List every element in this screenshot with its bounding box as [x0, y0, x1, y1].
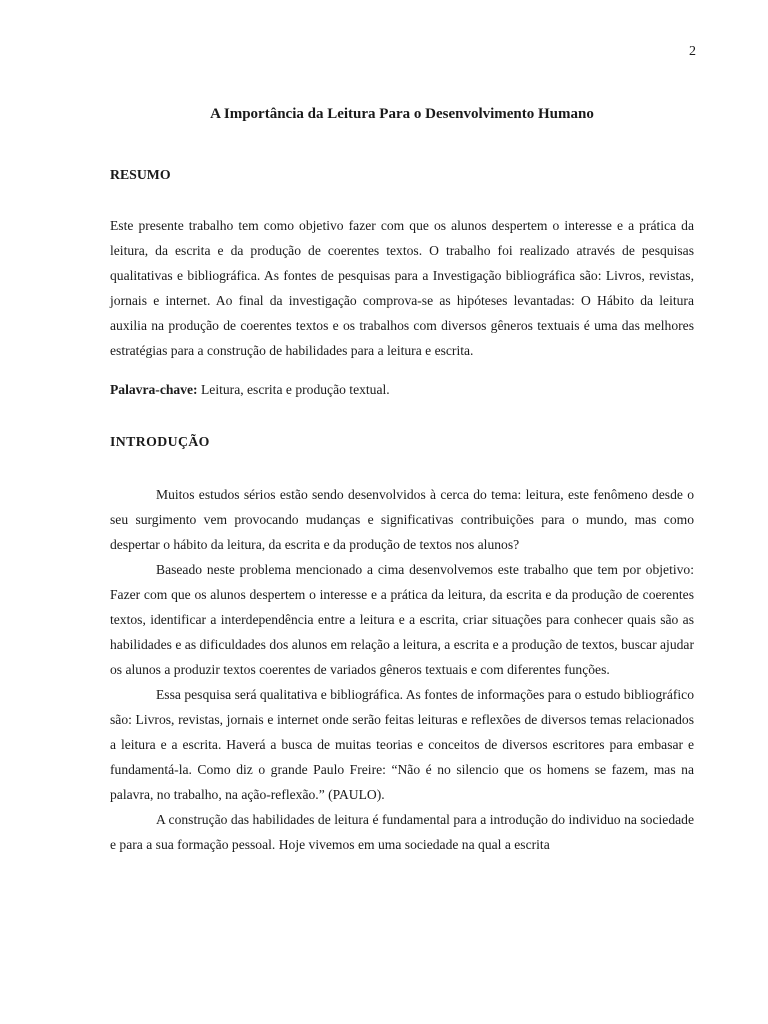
intro-paragraph-3: Essa pesquisa será qualitativa e bibliográfica. As fontes de informações para o estudo bibliográfico são: Livros, revistas, jornais e internet onde serão feitas leituras e reflexões de diversos temas relacionados a leitura e a escrita. Haverá a busca de muitas teorias e conceitos de diversos escritores para embasar e fundamentá-la. Como diz o grande Paulo Freire: “Não é no silencio que os homens se fazem, mas na palavra, no trabalho, na ação-reflexão.” (PAULO). [110, 687, 694, 802]
intro-paragraph-2: Baseado neste problema mencionado a cima desenvolvemos este trabalho que tem por objetivo: Fazer com que os alunos despertem o interesse e a prática da leitura, da escrita e da produção de coerentes textos, identificar a interdependência entre a leitura e a escrita, criar situações para conhecer quais são as habilidades e as dificuldades dos alunos em relação a leitura, a escrita e a produção de textos, buscar ajudar os alunos a produzir textos coerentes de variados gêneros textuais e com diferentes funções. [110, 562, 694, 677]
introducao-heading: INTRODUÇÃO [110, 434, 210, 449]
resumo-heading: RESUMO [110, 167, 171, 182]
keywords-line [110, 377, 694, 402]
intro-paragraph-1: Muitos estudos sérios estão sendo desenvolvidos à cerca do tema: leitura, este fenômeno desde o seu surgimento vem provocando mudanças e significativas contribuições para o mundo, mas como despertar o hábito da leitura, da escrita e da produção de textos nos alunos? [110, 487, 694, 552]
page-content [110, 104, 694, 857]
document-title: A Importância da Leitura Para o Desenvolvimento Humano [210, 106, 594, 122]
page-number: 2 [689, 44, 696, 59]
keywords-label: Palavra-chave: [110, 382, 198, 397]
keywords-text: Leitura, escrita e produção textual. [197, 382, 390, 397]
resumo-text: Este presente trabalho tem como objetivo fazer com que os alunos despertem o interesse e a prática da leitura, da escrita e da produção de coerentes textos. O trabalho foi realizado através de pesquisas qualitativas e bibliográfica. As fontes de pesquisas para a Investigação bibliográfica são: Livros, revistas, jornais e internet. Ao final da investigação comprova-se as hipóteses levantadas: O Hábito da leitura auxilia na produção de coerentes textos e os trabalhos com diversos gêneros textuais é uma das melhores estratégias para a construção de habilidades para a leitura e escrita. [110, 218, 694, 358]
intro-paragraph-4: A construção das habilidades de leitura é fundamental para a introdução do individuo na sociedade e para a sua formação pessoal. Hoje vivemos em uma sociedade na qual a escrita [110, 812, 694, 852]
